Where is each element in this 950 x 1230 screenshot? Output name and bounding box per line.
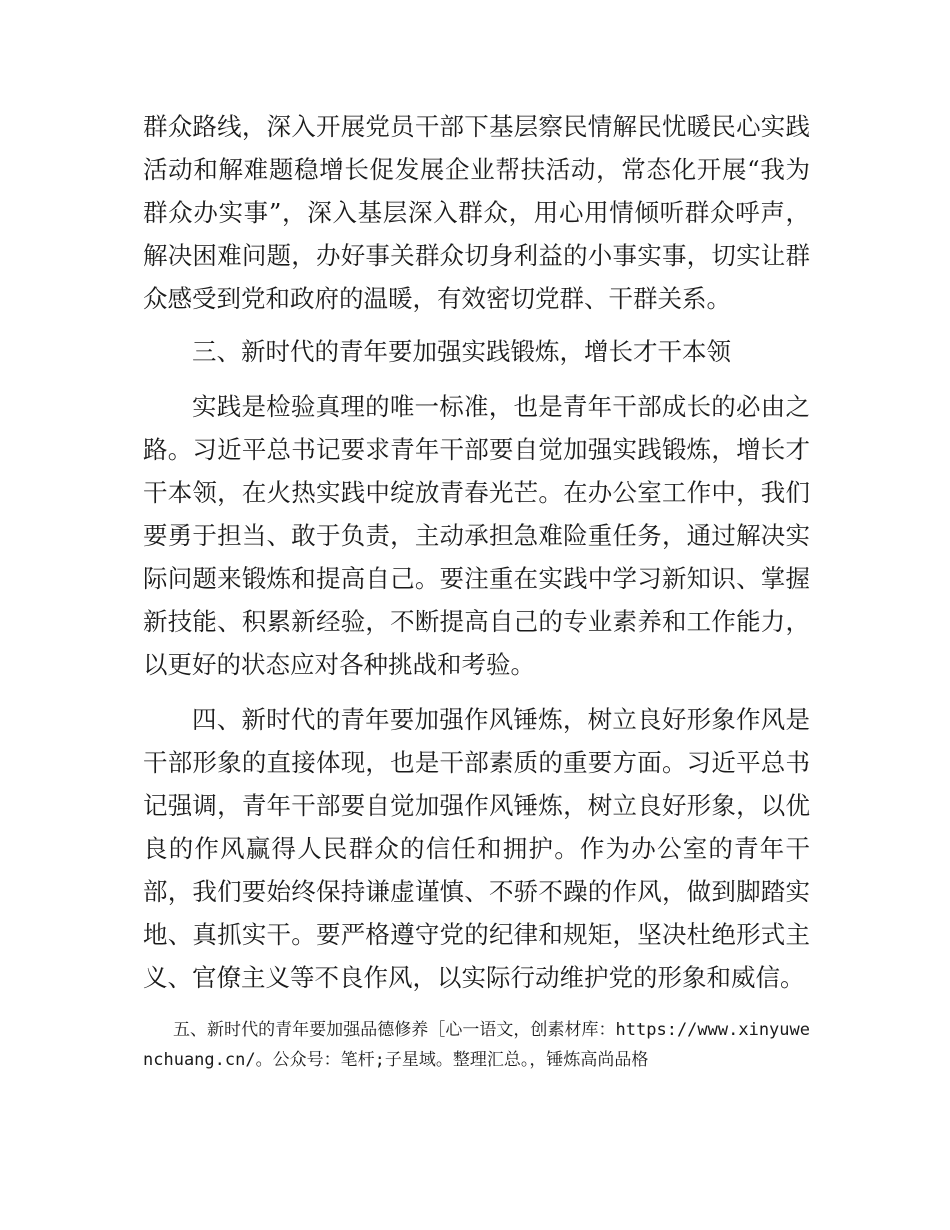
paragraph-section-4: 四、新时代的青年要加强作风锤炼，树立良好形象作风是干部形象的直接体现，也是干部素质的重要方面。习近平总书记强调，青年干部要自觉加强作风锤炼，树立良好形象，以优良的作风赢得人民群众的信任和拥护。作为办公室的青年干部，我们要始终保持谦虚谨慎、不骄不躁的作风，做到脚踏实地、真抓实干。要严格遵守党的纪律和规矩，坚决杜绝形式主义、官僚主义等不良作风，以实际行动维护党的形象和威信。: [143, 705, 810, 992]
paragraph-practice: 实践是检验真理的唯一标准，也是青年干部成长的必由之路。习近平总书记要求青年干部要自觉加强实践锻炼，增长才干本领，在火热实践中绽放青春光芒。在办公室工作中，我们要勇于担当、敢于负责，主动承担急难险重任务，通过解决实际问题来锻炼和提高自己。要注重在实践中学习新知识、掌握新技能、积累新经验，不断提高自己的专业素养和工作能力，以更好的状态应对各种挑战和考验。: [143, 392, 810, 679]
paragraph-continuation: 群众路线，深入开展党员干部下基层察民情解民忧暖民心实践活动和解难题稳增长促发展企业帮扶活动，常态化开展“我为群众办实事”，深入基层深入群众，用心用情倾听群众呼声，解决困难问题，办好事关群众切身利益的小事实事，切实让群众感受到党和政府的温暖，有效密切党群、干群关系。: [143, 112, 810, 313]
document-page: [143, 105, 810, 1075]
section-heading-3: 三、新时代的青年要加强实践锻炼，增长才干本领: [192, 337, 731, 366]
section-heading-5-note: 五、新时代的青年要加强品德修养［心一语文，创素材库：https://www.xinyuwenchuang.cn/。公众号：笔杆;子星域。整理汇总。，锤炼高尚品格: [143, 1020, 810, 1070]
